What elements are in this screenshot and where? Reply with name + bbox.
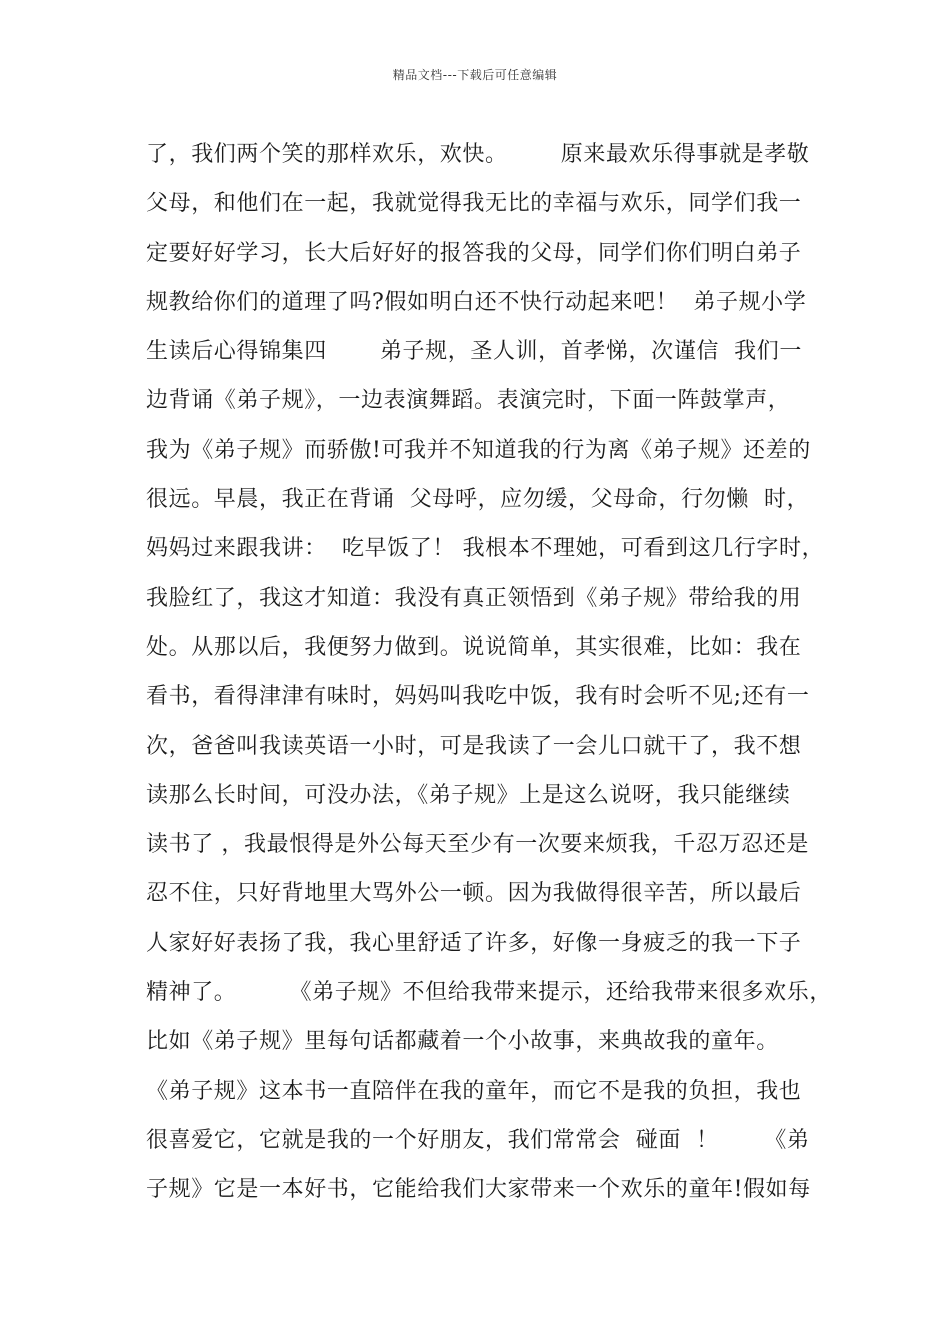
text-line: 人家好好表扬了我，我心里舒适了许多，好像一身疲乏的我一下子 <box>146 930 802 956</box>
text-line: 边背诵《弟子规》，一边表演舞蹈。表演完时，下面一阵鼓掌声， <box>146 388 791 414</box>
body-text <box>146 130 832 1215</box>
text-line: 读那么长时间，可没办法，《弟子规》上是这么说呀，我只能继续 <box>146 782 791 808</box>
text-line: 我为《弟子规》而骄傲!可我并不知道我的行为离《弟子规》还差的 <box>146 437 811 463</box>
text-line: 次，爸爸叫我读英语一小时，可是我读了一会儿口就干了，我不想 <box>146 733 802 759</box>
page-header: 精品文档---下载后可任意编辑 <box>392 68 558 82</box>
text-line: 定要好好学习，长大后好好的报答我的父母，同学们你们明白弟子 <box>146 240 802 266</box>
text-line: 父母，和他们在一起，我就觉得我无比的幸福与欢乐，同学们我一 <box>146 191 802 217</box>
text-line: 读书了 ，我最恨得是外公每天至少有一次要来烦我，千忍万忍还是 <box>146 832 809 858</box>
text-line: 妈妈过来跟我讲： 吃早饭了！ 我根本不理她，可看到这几行字时， <box>146 536 825 562</box>
text-line: 我脸红了，我这才知道：我没有真正领悟到《弟子规》带给我的用 <box>146 585 802 611</box>
text-line: 忍不住，只好背地里大骂外公一顿。因为我做得很辛苦，所以最后 <box>146 881 802 907</box>
text-line: 看书，看得津津有味时，妈妈叫我吃中饭，我有时会听不见;还有一 <box>146 684 810 710</box>
text-line: 处。从那以后，我便努力做到。说说简单，其实很难，比如：我在 <box>146 634 802 660</box>
text-line: 《弟子规》这本书一直陪伴在我的童年，而它不是我的负担，我也 <box>146 1078 802 1104</box>
text-line: 规教给你们的道理了吗?假如明白还不快行动起来吧！ 弟子规小学 <box>146 289 807 315</box>
text-line: 很远。早晨，我正在背诵 父母呼，应勿缓，父母命，行勿懒 时， <box>146 487 810 513</box>
text-line: 精神了。 《弟子规》不但给我带来提示，还给我带来很多欢乐， <box>146 980 832 1006</box>
text-line: 生读后心得锦集四 弟子规，圣人训，首孝悌，次谨信 我们一 <box>146 339 802 365</box>
text-line: 很喜爱它，它就是我的一个好朋友，我们常常会 碰面 ！ 《弟 <box>146 1127 810 1153</box>
text-line: 比如《弟子规》里每句话都藏着一个小故事，来典故我的童年。 <box>146 1029 779 1055</box>
text-line: 了，我们两个笑的那样欢乐，欢快。 原来最欢乐得事就是孝敬 <box>146 142 810 167</box>
text-line: 子规》它是一本好书，它能给我们大家带来一个欢乐的童年!假如每 <box>146 1177 811 1203</box>
